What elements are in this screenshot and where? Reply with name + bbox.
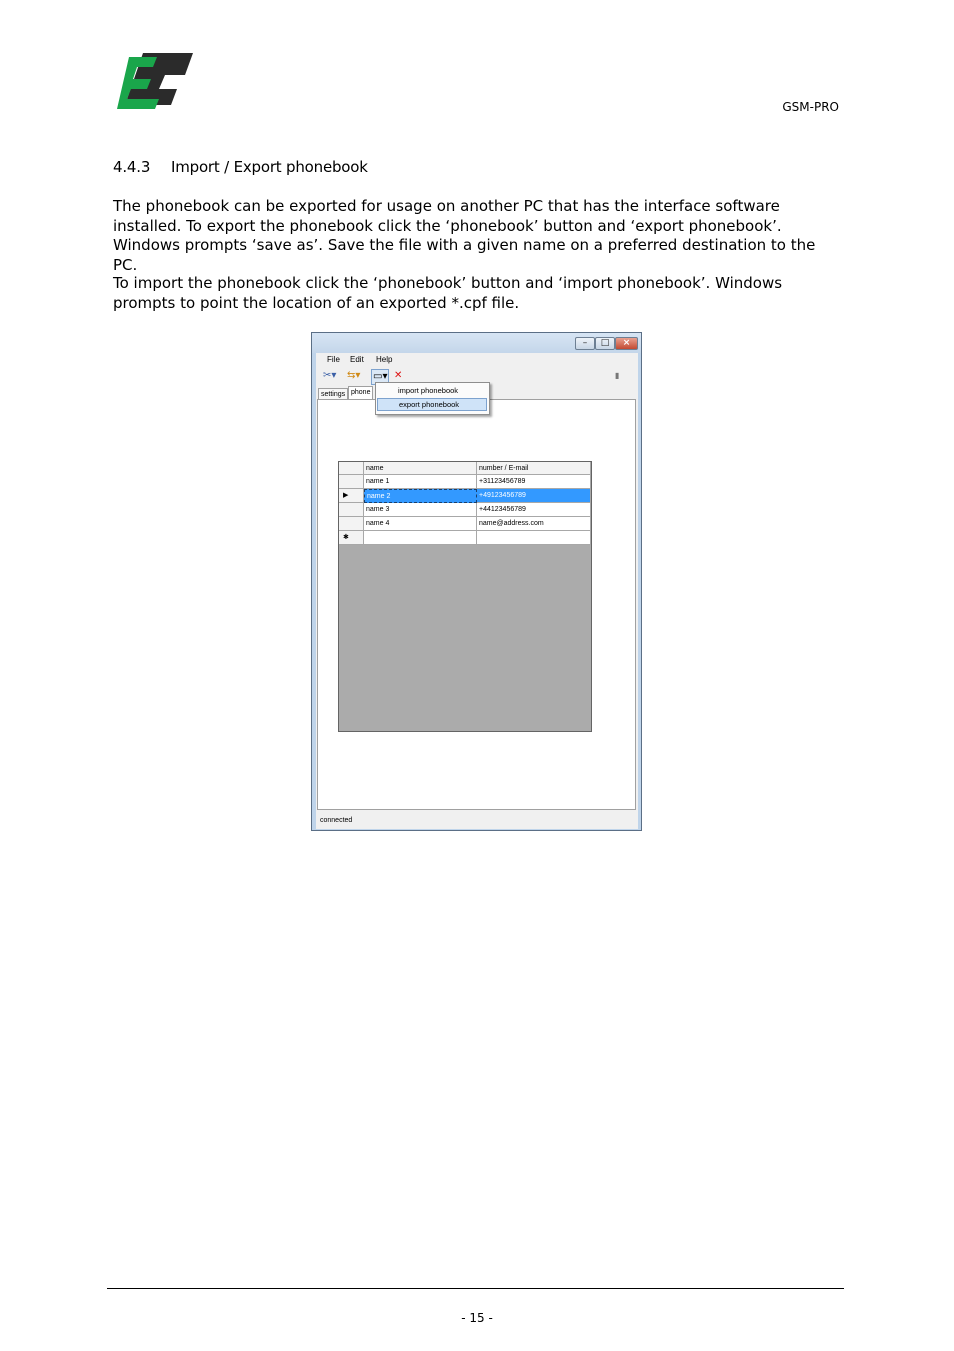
- minimize-icon[interactable]: –: [575, 337, 595, 350]
- import-phonebook-item[interactable]: import phonebook: [398, 386, 459, 395]
- grip-icon: ▮: [615, 371, 620, 380]
- delete-icon[interactable]: ✕: [394, 370, 403, 381]
- table-row[interactable]: [339, 517, 591, 531]
- column-header-name[interactable]: name: [364, 462, 477, 475]
- page-number: - 15 -: [461, 1311, 493, 1325]
- row-header[interactable]: [339, 475, 364, 489]
- new-row[interactable]: [339, 531, 591, 545]
- app-window-screenshot: [311, 332, 642, 831]
- name-cell[interactable]: name 4: [364, 517, 477, 531]
- number-cell[interactable]: +44123456789: [477, 503, 591, 517]
- section-number: 4.4.3: [113, 158, 151, 176]
- connect-icon[interactable]: ✂▾: [323, 370, 337, 381]
- product-name: GSM-PRO: [782, 100, 839, 114]
- number-cell[interactable]: name@address.com: [477, 517, 591, 531]
- number-cell[interactable]: +31123456789: [477, 475, 591, 489]
- phonebook-dropdown-menu: [375, 382, 490, 415]
- name-cell[interactable]: name 1: [364, 475, 477, 489]
- section-title: Import / Export phonebook: [171, 158, 368, 176]
- table-row[interactable]: [339, 475, 591, 489]
- tab-phone[interactable]: phone: [348, 386, 373, 400]
- status-bar: [316, 813, 638, 829]
- number-cell[interactable]: +49123456789: [477, 489, 591, 503]
- name-cell[interactable]: name 3: [364, 503, 477, 517]
- maximize-icon[interactable]: □: [595, 337, 615, 350]
- title-bar: [312, 333, 641, 353]
- row-header-corner: [339, 462, 364, 475]
- grid-header-row: [339, 462, 591, 476]
- menu-file[interactable]: File: [327, 355, 340, 364]
- current-row-arrow-icon[interactable]: ▶: [339, 489, 364, 503]
- phonebook-grid: [338, 461, 592, 732]
- section-heading: [113, 158, 368, 176]
- table-row[interactable]: [339, 489, 591, 503]
- paragraph-export: The phonebook can be exported for usage on another PC that has the interface software installed. To export the phonebook click the ‘phonebook’ button and ‘export phonebook’. Windows prompts ‘save as’. Save the file with a given name on a preferred destination to the PC.: [113, 197, 816, 274]
- tab-settings[interactable]: settings: [318, 388, 348, 400]
- phonebook-icon[interactable]: ▭▾: [371, 369, 389, 385]
- company-logo-icon: [115, 49, 195, 111]
- new-row-asterisk-icon[interactable]: ✱: [339, 531, 364, 545]
- name-cell[interactable]: name 2: [364, 489, 477, 503]
- menu-bar: [316, 353, 638, 367]
- close-icon[interactable]: ×: [615, 337, 638, 350]
- footer-divider: [107, 1288, 844, 1289]
- phonebook-panel: [317, 399, 636, 810]
- paragraph-import: To import the phonebook click the ‘phonebook’ button and ‘import phonebook’. Windows prompts to point the location of an exported *.cpf file.: [113, 274, 783, 312]
- export-phonebook-item[interactable]: export phonebook: [377, 398, 487, 411]
- window-client-area: [316, 353, 638, 829]
- menu-help[interactable]: Help: [376, 355, 393, 364]
- transfer-icon[interactable]: ⇆▾: [347, 370, 361, 381]
- number-cell[interactable]: [477, 531, 591, 545]
- table-row[interactable]: [339, 503, 591, 517]
- menu-edit[interactable]: Edit: [350, 355, 364, 364]
- name-cell[interactable]: [364, 531, 477, 545]
- column-header-number[interactable]: number / E-mail: [477, 462, 591, 475]
- row-header[interactable]: [339, 503, 364, 517]
- row-header[interactable]: [339, 517, 364, 531]
- status-text: connected: [320, 817, 353, 824]
